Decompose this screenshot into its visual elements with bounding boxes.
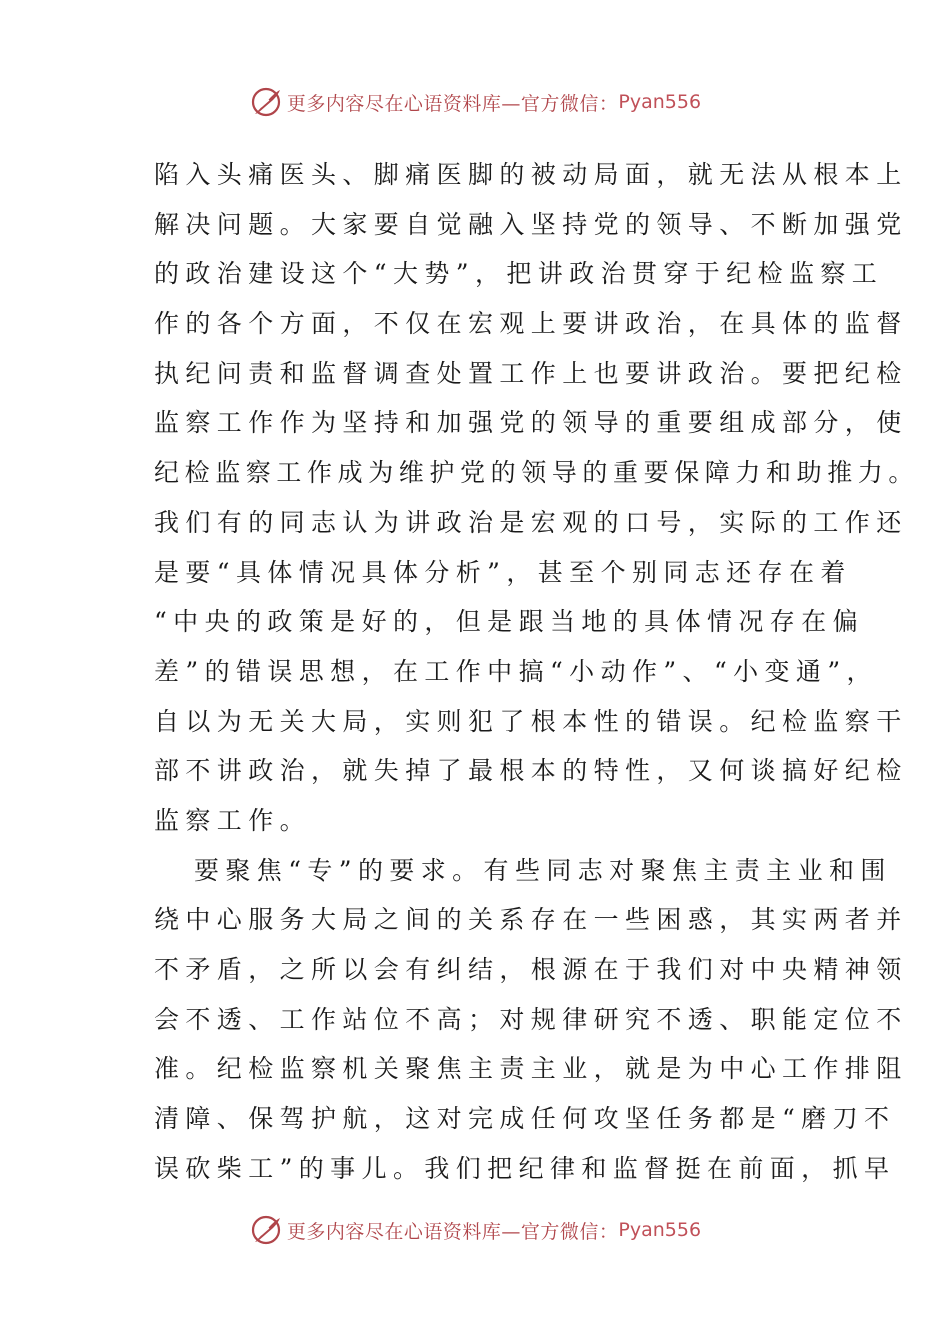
document-body <box>154 150 920 1193</box>
body-line: 我们有的同志认为讲政治是宏观的口号，实际的工作还 <box>154 507 908 537</box>
header-banner-text: 更多内容尽在心语资料库—官方微信： <box>286 92 619 115</box>
quill-pen-logo-icon <box>249 1213 283 1247</box>
body-line: 清障、保驾护航，这对完成任何攻坚任务都是“磨刀不 <box>154 1104 896 1134</box>
body-line: 准。纪检监察机关聚焦主责主业，就是为中心工作排阻 <box>154 1054 908 1084</box>
footer-watermark-banner <box>0 1208 950 1252</box>
body-line: “中央的政策是好的，但是跟当地的具体情况存在偏 <box>154 607 864 637</box>
body-line: 不矛盾，之所以会有纠结，根源在于我们对中央精神领 <box>154 955 908 984</box>
footer-wechat-id: Pyan556 <box>618 1219 702 1241</box>
paragraph-start-line: 要聚焦“专”的要求。有些同志对聚焦主责主业和围 <box>194 855 892 885</box>
body-line: 的政治建设这个“大势”，把讲政治贯穿于纪检监察工 <box>154 259 884 289</box>
body-line: 会不透、工作站位不高；对规律研究不透、职能定位不 <box>154 1004 908 1034</box>
body-line: 纪检监察工作成为维护党的领导的重要保障力和助推力。 <box>154 458 920 488</box>
body-line: 陷入头痛医头、脚痛医脚的被动局面，就无法从根本上 <box>154 160 908 189</box>
body-line: 是要“具体情况具体分析”，甚至个别同志还存在着 <box>154 557 852 587</box>
header-watermark-banner <box>0 80 950 124</box>
body-line: 绕中心服务大局之间的关系存在一些困惑，其实两者并 <box>154 905 908 935</box>
body-line: 监察工作作为坚持和加强党的领导的重要组成部分，使 <box>154 408 908 438</box>
footer-banner-text: 更多内容尽在心语资料库—官方微信： <box>286 1220 619 1243</box>
header-wechat-id: Pyan556 <box>618 91 702 113</box>
body-line: 自以为无关大局，实则犯了根本性的错误。纪检监察干 <box>154 706 908 736</box>
body-line: 监察工作。 <box>154 805 312 835</box>
body-line: 部不讲政治，就失掉了最根本的特性，又何谈搞好纪检 <box>154 756 908 786</box>
body-line: 执纪问责和监督调查处置工作上也要讲政治。要把纪检 <box>154 358 908 388</box>
quill-pen-logo-icon <box>249 85 283 119</box>
body-line: 差”的错误思想，在工作中搞“小动作”、“小变通”， <box>154 656 878 686</box>
body-line: 作的各个方面，不仅在宏观上要讲政治，在具体的监督 <box>154 309 908 339</box>
body-line: 解决问题。大家要自觉融入坚持党的领导、不断加强党 <box>154 209 908 239</box>
body-line: 误砍柴工”的事儿。我们把纪律和监督挺在前面，抓早 <box>154 1153 896 1183</box>
